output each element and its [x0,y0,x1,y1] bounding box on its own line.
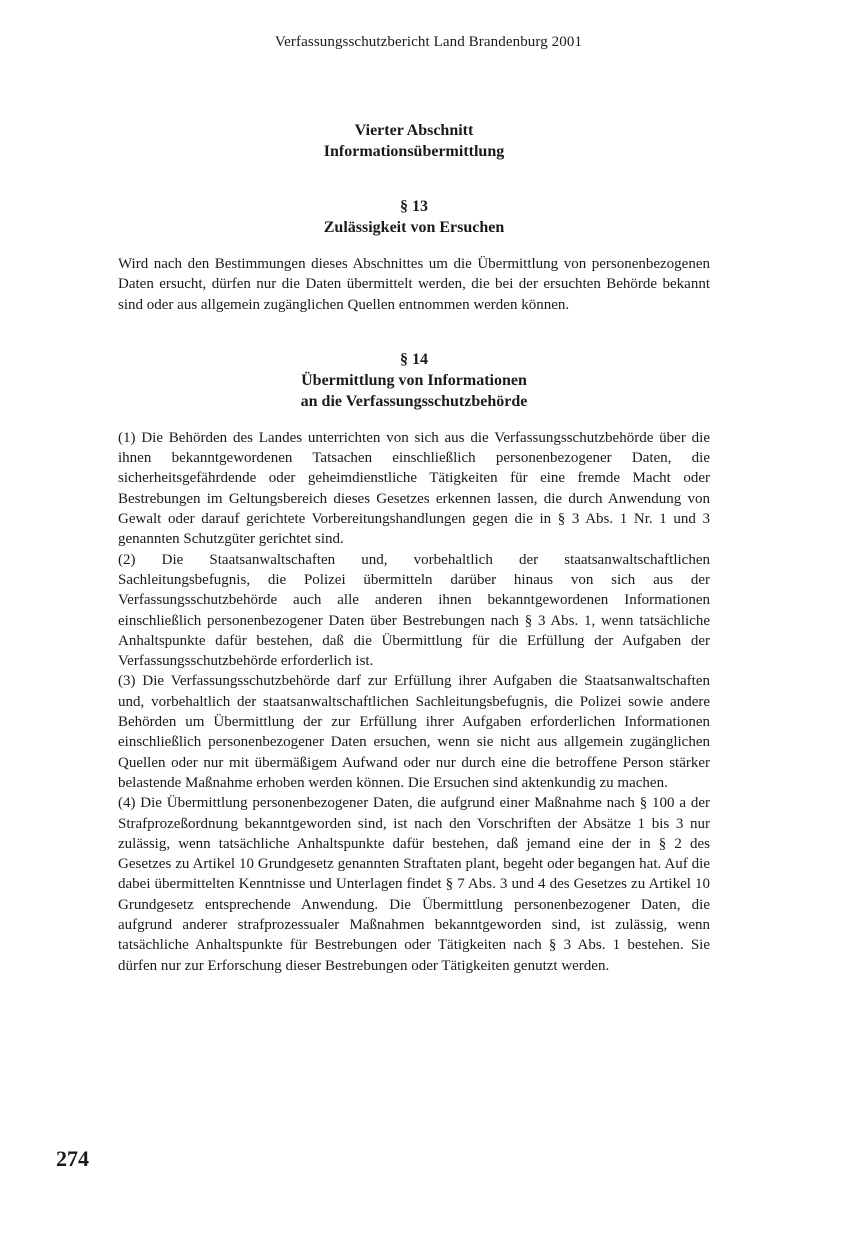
paragraph-14-number: § 14 [400,350,428,368]
paragraph-14-subsection-1: (1) Die Behörden des Landes unterrichten von sich aus die Verfassungsschutzbehörde über die ihnen bekanntgewordenen Tatsachen einschließlich personenbezogener Daten, die sicherheitsgefährdende oder geheimdienstliche Tätigkeiten für eine fremde Macht oder Bestrebungen im Geltungsbereich dieses Gesetzes erkennen lassen, die durch Anwendung von Gewalt oder darauf gerichtete Vorbereitungshandlungen gegen die in § 3 Abs. 1 Nr. 1 und 3 genannten Schutzgüter gerichtet sind. [118,429,710,548]
paragraph-13-number: § 13 [400,198,428,215]
section-title: Vierter Abschnitt [354,122,474,139]
paragraph-14-title-line2: an die Verfassungsschutzbehörde [300,392,528,410]
paragraph-13-text: Wird nach den Bestimmungen dieses Abschnittes um die Übermittlung von personenbezogenen Daten ersucht, dürfen nur die Daten übermittelt werden, die bei der ersuchten Behörde bekannt sind oder aus allgemein zugänglichen Quellen entnommen werden können. [118,256,710,313]
paragraph-14-title-line1: Übermittlung von Informationen [301,371,527,389]
page-number: 274 [56,1146,89,1171]
running-header: Verfassungsschutzbericht Land Brandenburg 2001 [274,34,583,50]
paragraph-13-title: Zulässigkeit von Ersuchen [323,219,505,236]
section-subtitle: Informationsübermittlung [323,143,505,160]
page-body [118,120,710,976]
paragraph-14-subsection-4: (4) Die Übermittlung personenbezogener Daten, die aufgrund einer Maßnahme nach § 100 a der Strafprozeßordnung bekanntgeworden sind, ist nach den Vorschriften der Absätze 1 bis 3 nur zulässig, wenn tatsächliche Anhaltspunkte dafür bestehen, daß jemand eine der in § 2 des Gesetzes zu Artikel 10 Grundgesetz genannten Straftaten plant, begeht oder begangen hat. Auf die dabei übermittelten Kenntnisse und Unterlagen findet § 7 Abs. 3 und 4 des Gesetzes zu Artikel 10 Grundgesetz entsprechende Anwendung. Die Übermittlung personenbezogener Daten, die aufgrund anderer strafprozessualer Maßnahmen bekanntgeworden sind, ist zulässig, wenn tatsächliche Anhaltspunkte für Bestrebungen oder Tätigkeiten nach § 3 Abs. 1 bestehen. Sie dürfen nur zur Erforschung dieser Bestrebungen oder Tätigkeiten genutzt werden. [118,795,710,974]
paragraph-14-subsection-3: (3) Die Verfassungsschutzbehörde darf zur Erfüllung ihrer Aufgaben die Staatsanwaltschaften und, vorbehaltlich der staatsanwaltschaftlichen Sachleitungsbefugnis, die Polizei sowie andere Behörden um Übermittlung der zur Erfüllung ihrer Aufgaben erforderlichen Informationen einschließlich personenbezogener Daten ersuchen, wenn sie nicht aus allgemein zugänglichen Quellen oder nur mit übermäßigem Aufwand oder nur durch eine die betroffene Person stärker belastende Maßnahme erhoben werden können. Die Ersuchen sind aktenkundig zu machen. [118,673,710,791]
paragraph-14-subsection-2: (2) Die Staatsanwaltschaften und, vorbehaltlich der staatsanwaltschaftlichen Sachleitungsbefugnis, die Polizei übermitteln darüber hinaus von sich aus der Verfassungsschutzbehörde auch alle anderen ihnen bekanntgewordenen Informationen einschließlich personenbezogener Daten über Bestrebungen nach § 3 Abs. 1, wenn tatsächliche Anhaltspunkte dafür bestehen, daß die Übermittlung für die Erfüllung der Aufgaben der Verfassungsschutzbehörde erforderlich ist. [118,551,710,670]
